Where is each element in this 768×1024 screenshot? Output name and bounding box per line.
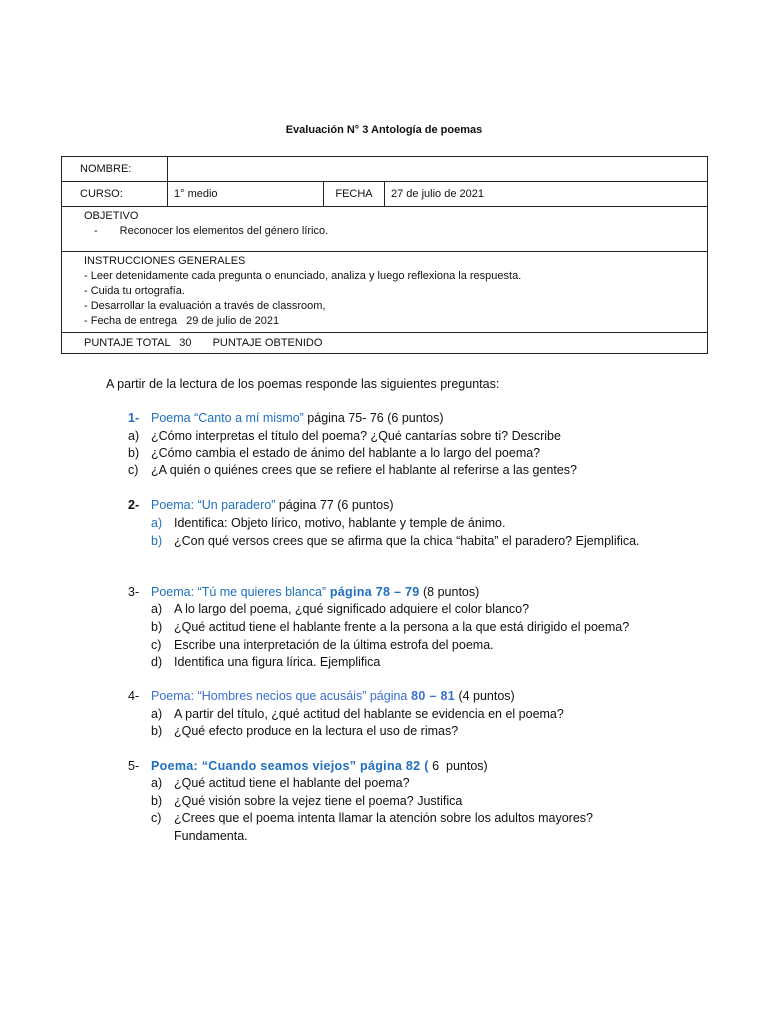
poem-pages: página 78 – 79: [326, 585, 420, 599]
question-text: ¿Qué actitud tiene el hablante frente a la persona a la que está dirigido el poema?: [174, 620, 630, 634]
curso-value: 1° medio: [168, 182, 324, 207]
question-text: ¿Cómo cambia el estado de ánimo del hablante a lo largo del poema?: [151, 446, 541, 460]
question-letter: b): [128, 446, 140, 460]
objetivo-cell: [62, 207, 708, 252]
puntaje-total-label: PUNTAJE TOTAL: [84, 337, 171, 349]
nombre-field[interactable]: [168, 157, 708, 182]
instruccion-item: - Leer detenidamente cada pregunta o enunciado, analiza y luego reflexiona la respuesta.: [84, 270, 522, 282]
instruccion-item: - Fecha de entrega 29 de julio de 2021: [84, 315, 280, 327]
nombre-label: NOMBRE:: [62, 157, 168, 182]
question-text: ¿Qué visión sobre la vejez tiene el poema? Justifica: [174, 794, 463, 808]
section-number: 4-: [128, 689, 140, 703]
question-text: ¿Qué actitud tiene el hablante del poema?: [174, 776, 410, 790]
poem-details: página 77 (6 puntos): [275, 498, 394, 512]
question-text: ¿Crees que el poema intenta llamar la atención sobre los adultos mayores?: [174, 811, 593, 825]
puntaje-total-value: 30: [179, 337, 192, 349]
poem-details: página 75- 76 (6 puntos): [303, 411, 444, 425]
question-letter: a): [151, 776, 163, 790]
objetivo-label: OBJETIVO: [84, 210, 139, 222]
document-title: Evaluación N° 3 Antología de poemas: [285, 124, 483, 136]
question-letter: a): [151, 602, 163, 616]
poem-title: Poema: “Hombres necios que acusáis” página: [151, 689, 408, 703]
question-text: Identifica: Objeto lírico, motivo, hablante y temple de ánimo.: [174, 516, 506, 530]
question-letter: c): [151, 638, 162, 652]
instrucciones-cell: [62, 252, 708, 333]
question-text: ¿A quién o quiénes crees que se refiere el hablante al referirse a las gentes?: [151, 463, 577, 477]
student-info-table: [61, 156, 708, 354]
instruccion-item: - Desarrollar la evaluación a través de classroom,: [84, 300, 326, 312]
curso-label: CURSO:: [62, 182, 168, 207]
poem-title: Poema: “Un paradero”: [151, 498, 276, 512]
objetivo-bullet: -: [94, 225, 98, 237]
section-number: 5-: [128, 759, 140, 773]
question-letter: b): [151, 724, 163, 738]
question-letter: b): [151, 794, 163, 808]
poem-details: (8 puntos): [419, 585, 480, 599]
question-text: Identifica una figura lírica. Ejemplifica: [174, 655, 381, 669]
poem-title: Poema: “Tú me quieres blanca”: [151, 585, 327, 599]
poem-details: 6 puntos): [428, 759, 488, 773]
section-number: 2-: [128, 498, 140, 512]
intro-text: A partir de la lectura de los poemas responde las siguientes preguntas:: [106, 377, 500, 391]
section-number: 1-: [128, 411, 140, 425]
question-letter: b): [151, 534, 163, 548]
question-letter: a): [151, 707, 163, 721]
puntaje-cell: [62, 333, 708, 354]
question-letter: a): [128, 429, 140, 443]
question-letter: c): [151, 811, 162, 825]
instruccion-item: - Cuida tu ortografía.: [84, 285, 185, 297]
question-letter: c): [128, 463, 139, 477]
question-text: ¿Con qué versos crees que se afirma que la chica “habita” el paradero? Ejemplifica.: [174, 534, 640, 548]
instrucciones-label: INSTRUCCIONES GENERALES: [84, 255, 246, 267]
poem-title: Poema “Canto a mí mismo”: [151, 411, 304, 425]
question-text: Escribe una interpretación de la última estrofa del poema.: [174, 638, 494, 652]
question-text: A lo largo del poema, ¿qué significado adquiere el color blanco?: [174, 602, 530, 616]
puntaje-obtenido-label: PUNTAJE OBTENIDO: [212, 337, 323, 349]
question-continuation: Fundamenta.: [174, 829, 248, 843]
question-text: ¿Qué efecto produce en la lectura el uso de rimas?: [174, 724, 459, 738]
objetivo-text: Reconocer los elementos del género lírico.: [119, 225, 329, 237]
poem-title: Poema: “Cuando seamos viejos” página 82 (: [151, 759, 429, 773]
question-text: A partir del título, ¿qué actitud del hablante se evidencia en el poema?: [174, 707, 564, 721]
question-letter: d): [151, 655, 163, 669]
poem-details: (4 puntos): [454, 689, 515, 703]
fecha-value: 27 de julio de 2021: [385, 182, 708, 207]
question-letter: a): [151, 516, 163, 530]
fecha-label: FECHA: [324, 182, 385, 207]
section-number: 3-: [128, 585, 140, 599]
question-letter: b): [151, 620, 163, 634]
question-text: ¿Cómo interpretas el título del poema? ¿Qué cantarías sobre ti? Describe: [151, 429, 561, 443]
poem-pages: 80 – 81: [407, 689, 455, 703]
